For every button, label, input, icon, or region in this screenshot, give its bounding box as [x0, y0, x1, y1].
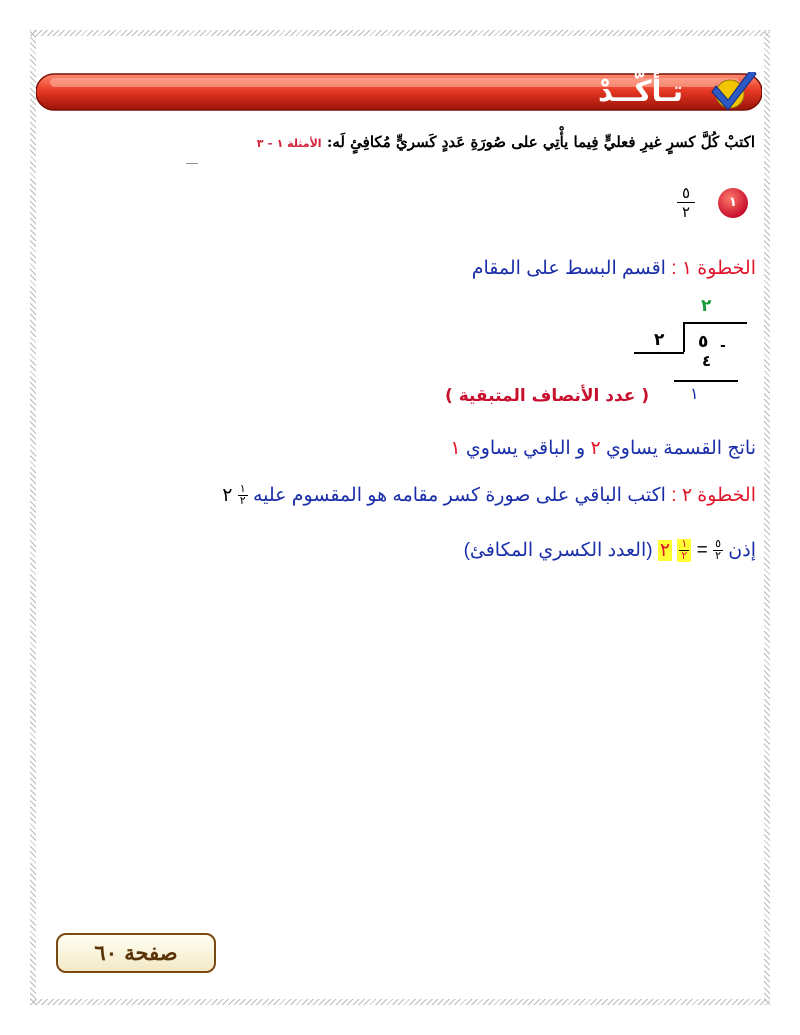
conclusion-den: ٢ — [681, 550, 688, 563]
border-right — [764, 30, 770, 1005]
conclusion-lhs-fraction — [713, 539, 723, 562]
result-line — [450, 437, 756, 460]
step2-label: الخطوة ٢ : — [671, 485, 756, 506]
step2-den: ٢ — [239, 495, 246, 508]
step2-whole: ٢ — [222, 485, 233, 506]
result-quotient: ٢ — [590, 438, 601, 459]
division-divisor: ٢ — [654, 330, 665, 350]
page-number-box: صفحة ٦٠ — [56, 933, 216, 973]
division-subtract: ٤ — [702, 352, 712, 370]
lhs-num: ٥ — [715, 538, 721, 551]
result-text-1: ناتج القسمة يساوي — [605, 438, 756, 459]
border-bottom — [30, 999, 770, 1005]
step2-text: اكتب الباقي على صورة كسر مقامه هو المقسوم عليه — [252, 485, 666, 506]
step1-text: اقسم البسط على المقام — [471, 258, 666, 279]
conclusion-prefix: إذن — [728, 540, 756, 561]
instruction-main: اكتبْ كُلَّ كسرٍ غيرِ فعليٍّ فِيما يأْتِي على صُورَةِ عَددٍ كَسريٍّ مُكافِئٍ لَه: — [326, 133, 755, 151]
step2-line — [222, 484, 756, 507]
division-top-line — [683, 322, 747, 324]
division-quotient: ٢ — [701, 296, 712, 316]
step1-line — [472, 257, 756, 280]
conclusion-fraction — [677, 539, 691, 562]
step1-label: الخطوة ١ : — [671, 258, 756, 279]
minus-sign: - — [720, 338, 726, 354]
division-remainder: ١ — [690, 384, 699, 403]
page-border — [30, 30, 770, 1005]
conclusion-whole: ٢ — [659, 540, 671, 561]
conclusion-note: (العدد الكسري المكافئ) — [463, 540, 653, 561]
problem-denominator: ٢ — [681, 203, 691, 221]
conclusion-line — [464, 539, 756, 562]
problem-fraction — [677, 184, 695, 221]
equals-sign: = — [696, 540, 708, 561]
problem-number-badge: ١ — [718, 188, 748, 218]
border-left — [30, 30, 36, 1005]
lhs-den: ٢ — [715, 550, 721, 563]
instruction-text — [257, 133, 755, 151]
conclusion-num: ١ — [681, 538, 688, 551]
step2-fraction — [238, 484, 248, 507]
result-remainder: ١ — [450, 438, 461, 459]
division-dividend: ٥ — [698, 332, 709, 352]
step2-num: ١ — [239, 483, 246, 496]
divisor-underline — [634, 352, 684, 354]
remainder-note: ( عدد الأنصاف المتبقية ) — [445, 386, 650, 406]
result-text-2: و الباقي يساوي — [465, 438, 586, 459]
border-top — [30, 30, 770, 36]
problem-numerator: ٥ — [681, 184, 691, 202]
division-bracket — [683, 322, 685, 352]
section-title: تـأكَّــدْ — [598, 74, 684, 108]
divider-tick — [186, 163, 198, 164]
subtract-line — [674, 380, 738, 382]
examples-reference: الأمثلة ١ – ٣ — [256, 137, 322, 150]
